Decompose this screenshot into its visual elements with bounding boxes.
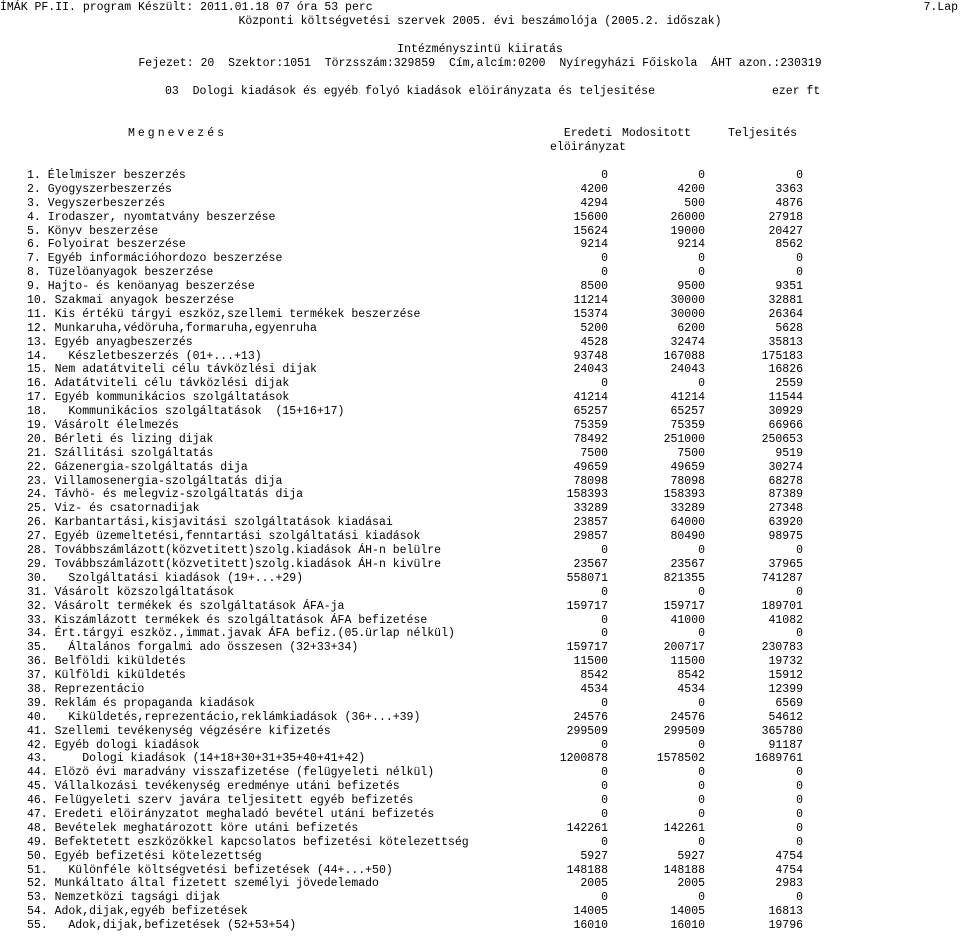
row-label: 46. Felügyeleti szerv javára teljesitett egyéb befizetés (27, 794, 414, 808)
row-actual-value: 32881 (768, 294, 803, 308)
row-modified-value: 2005 (677, 877, 705, 891)
row-label: 33. Kiszámlázott termékek és szolgáltatások ÁFA befizetése (27, 613, 428, 627)
row-original-value: 15374 (573, 307, 608, 321)
row-original-value: 0 (601, 252, 608, 266)
row-actual-value: 4754 (775, 849, 803, 863)
row-modified-value: 0 (698, 544, 705, 558)
row-label: 8. Tüzelöanyagok beszerzése (27, 266, 214, 280)
row-original-value: 93748 (573, 349, 608, 363)
row-original-value: 5200 (580, 321, 608, 335)
row-modified-value: 0 (698, 266, 705, 280)
row-actual-value: 0 (796, 252, 803, 266)
table-row (0, 572, 960, 586)
row-actual-value: 20427 (768, 224, 803, 238)
row-modified-value: 142261 (663, 821, 705, 835)
row-modified-value: 64000 (670, 516, 705, 530)
row-actual-value: 3363 (775, 182, 803, 196)
row-modified-value: 32474 (670, 335, 705, 349)
row-actual-value: 19796 (768, 919, 803, 933)
table-row (0, 419, 960, 433)
row-actual-value: 0 (796, 821, 803, 835)
row-actual-value: 27348 (768, 502, 803, 516)
row-original-value: 5927 (580, 849, 608, 863)
row-actual-value: 9351 (775, 280, 803, 294)
row-modified-value: 26000 (670, 210, 705, 224)
row-original-value: 0 (601, 585, 608, 599)
row-modified-value: 41000 (670, 613, 705, 627)
table-row (0, 447, 960, 461)
table-row (0, 683, 960, 697)
row-label: 25. Viz- és csatornadijak (27, 502, 200, 516)
table-row (0, 780, 960, 794)
row-original-value: 159717 (566, 599, 608, 613)
row-actual-value: 30929 (768, 405, 803, 419)
row-label: 11. Kis értékü tárgyi eszköz,szellemi termékek beszerzése (27, 307, 421, 321)
row-actual-value: 16826 (768, 363, 803, 377)
table-row (0, 891, 960, 905)
table-row (0, 919, 960, 933)
row-original-value: 11214 (573, 294, 608, 308)
row-modified-value: 23567 (670, 557, 705, 571)
row-original-value: 0 (601, 766, 608, 780)
row-label: 2. Gyogyszerbeszerzés (27, 182, 172, 196)
row-original-value: 49659 (573, 460, 608, 474)
row-actual-value: 12399 (768, 682, 803, 696)
row-modified-value: 14005 (670, 905, 705, 919)
table-row (0, 433, 960, 447)
row-original-value: 9214 (580, 238, 608, 252)
column-header (0, 127, 960, 155)
report-top-line (0, 1, 960, 15)
row-label: 27. Egyéb üzemeltetési,fenntartási szolgáltatási kiadások (27, 530, 421, 544)
row-label: 26. Karbantartási,kisjavitási szolgáltatások kiadásai (27, 516, 393, 530)
row-modified-value: 0 (698, 585, 705, 599)
row-original-value: 1200878 (559, 752, 608, 766)
row-actual-value: 0 (796, 807, 803, 821)
row-actual-value: 66966 (768, 419, 803, 433)
row-label: 19. Vásárolt élelmezés (27, 419, 179, 433)
row-modified-value: 4534 (677, 682, 705, 696)
row-modified-value: 5927 (677, 849, 705, 863)
table-row (0, 197, 960, 211)
table-row (0, 794, 960, 808)
row-modified-value: 33289 (670, 502, 705, 516)
row-label: 10. Szakmai anyagok beszerzése (27, 294, 235, 308)
row-original-value: 142261 (566, 821, 608, 835)
table-row (0, 488, 960, 502)
row-actual-value: 68278 (768, 474, 803, 488)
row-label: 28. Továbbszámlázott(közvetitett)szolg.kiadások ÁH-n belülre (27, 544, 442, 558)
row-actual-value: 15912 (768, 669, 803, 683)
row-original-value: 0 (601, 780, 608, 794)
row-label: 18. Kommunikácios szolgáltatások (15+16+17) (27, 405, 345, 419)
row-label: 45. Vállalkozási tevékenység eredménye utáni befizetés (27, 780, 400, 794)
table-row (0, 516, 960, 530)
row-actual-value: 16813 (768, 905, 803, 919)
row-actual-value: 2559 (775, 377, 803, 391)
table-body (0, 169, 960, 933)
row-label: 47. Eredeti elöirányzatot meghaladó bevétel utáni befizetés (27, 807, 435, 821)
table-row (0, 405, 960, 419)
row-modified-value: 0 (698, 377, 705, 391)
row-original-value: 65257 (573, 405, 608, 419)
row-actual-value: 0 (796, 585, 803, 599)
row-label: 35. Általános forgalmi ado összesen (32+33+34) (27, 641, 359, 655)
row-actual-value: 63920 (768, 516, 803, 530)
row-label: 38. Reprezentácio (27, 682, 145, 696)
table-row (0, 266, 960, 280)
row-label: 39. Reklám és propaganda kiadások (27, 696, 255, 710)
row-actual-value: 0 (796, 627, 803, 641)
table-row (0, 308, 960, 322)
row-actual-value: 6569 (775, 696, 803, 710)
row-modified-value: 41214 (670, 391, 705, 405)
table-row (0, 905, 960, 919)
row-original-value: 78098 (573, 474, 608, 488)
row-original-value: 0 (601, 891, 608, 905)
row-modified-value: 80490 (670, 530, 705, 544)
row-modified-value: 1578502 (656, 752, 705, 766)
row-label: 44. Elözö évi maradvány visszafizetése (felügyeleti nélkül) (27, 766, 435, 780)
table-row (0, 336, 960, 350)
row-modified-value: 299509 (663, 724, 705, 738)
row-modified-value: 500 (684, 196, 705, 210)
row-original-value: 8542 (580, 669, 608, 683)
table-title-line (0, 85, 960, 99)
table-row (0, 225, 960, 239)
table-row (0, 697, 960, 711)
row-actual-value: 19732 (768, 655, 803, 669)
row-original-value: 11500 (573, 655, 608, 669)
row-modified-value: 0 (698, 794, 705, 808)
row-actual-value: 30274 (768, 460, 803, 474)
table-row (0, 864, 960, 878)
row-actual-value: 9519 (775, 446, 803, 460)
table-row (0, 850, 960, 864)
row-original-value: 4294 (580, 196, 608, 210)
table-row (0, 544, 960, 558)
row-modified-value: 30000 (670, 307, 705, 321)
row-modified-value: 0 (698, 627, 705, 641)
row-modified-value: 9214 (677, 238, 705, 252)
row-actual-value: 365780 (761, 724, 803, 738)
row-label: 15. Nem adatátviteli célu távközlési dijak (27, 363, 317, 377)
table-row (0, 377, 960, 391)
row-label: 6. Folyoirat beszerzése (27, 238, 186, 252)
row-modified-value: 0 (698, 252, 705, 266)
row-original-value: 78492 (573, 432, 608, 446)
row-modified-value: 0 (698, 891, 705, 905)
row-label: 23. Villamosenergia-szolgáltatás dija (27, 474, 283, 488)
column-header-actual: Teljesités (728, 127, 798, 140)
row-original-value: 0 (601, 169, 608, 182)
report-title: Központi költségvetési szervek 2005. évi beszámolója (2005.2. időszak) (238, 15, 722, 28)
row-modified-value: 6200 (677, 321, 705, 335)
row-modified-value: 0 (698, 766, 705, 780)
row-actual-value: 91187 (768, 738, 803, 752)
row-label: 9. Hajto- és kenöanyag beszerzése (27, 280, 255, 294)
row-label: 4. Irodaszer, nyomtatvány beszerzése (27, 210, 276, 224)
row-actual-value: 189701 (761, 599, 803, 613)
row-actual-value: 8562 (775, 238, 803, 252)
table-row (0, 280, 960, 294)
table-row (0, 558, 960, 572)
table-title: 03 Dologi kiadások és egyéb folyó kiadások elöirányzata és teljesitése (165, 85, 655, 98)
row-actual-value: 0 (796, 780, 803, 794)
row-modified-value: 11500 (670, 655, 705, 669)
row-modified-value: 200717 (663, 641, 705, 655)
table-row (0, 711, 960, 725)
row-label: 41. Szellemi tevékenység végzésére kifizetés (27, 724, 331, 738)
table-row (0, 252, 960, 266)
row-original-value: 0 (601, 377, 608, 391)
table-row (0, 350, 960, 364)
row-modified-value: 30000 (670, 294, 705, 308)
row-modified-value: 821355 (663, 571, 705, 585)
row-label: 1. Élelmiszer beszerzés (27, 169, 186, 182)
table-row (0, 739, 960, 753)
row-modified-value: 65257 (670, 405, 705, 419)
row-original-value: 4534 (580, 682, 608, 696)
row-original-value: 75359 (573, 419, 608, 433)
row-actual-value: 87389 (768, 488, 803, 502)
row-label: 22. Gázenergia-szolgáltatás dija (27, 460, 248, 474)
row-original-value: 2005 (580, 877, 608, 891)
row-label: 3. Vegyszerbeszerzés (27, 196, 166, 210)
row-label: 36. Belföldi kiküldetés (27, 655, 186, 669)
row-original-value: 0 (601, 738, 608, 752)
row-modified-value: 9500 (677, 280, 705, 294)
row-modified-value: 159717 (663, 599, 705, 613)
row-original-value: 23567 (573, 557, 608, 571)
row-original-value: 0 (601, 266, 608, 280)
row-actual-value: 4754 (775, 863, 803, 877)
row-original-value: 15600 (573, 210, 608, 224)
table-row (0, 752, 960, 766)
table-row (0, 836, 960, 850)
table-row (0, 641, 960, 655)
table-row (0, 600, 960, 614)
column-header-modified: Modositott (622, 127, 692, 140)
row-actual-value: 35813 (768, 335, 803, 349)
row-modified-value: 19000 (670, 224, 705, 238)
row-label: 21. Szállitási szolgáltatás (27, 446, 214, 460)
table-row (0, 586, 960, 600)
table-row (0, 391, 960, 405)
row-modified-value: 0 (698, 807, 705, 821)
row-original-value: 0 (601, 613, 608, 627)
row-actual-value: 0 (796, 544, 803, 558)
row-label: 53. Nemzetközi tagsági dijak (27, 891, 221, 905)
row-actual-value: 11544 (768, 391, 803, 405)
table-row (0, 822, 960, 836)
table-row (0, 766, 960, 780)
row-actual-value: 250653 (761, 432, 803, 446)
row-original-value: 16010 (573, 919, 608, 933)
row-label: 48. Bevételek meghatározott köre utáni befizetés (27, 821, 359, 835)
row-label: 20. Bérleti és lizing dijak (27, 432, 214, 446)
row-modified-value: 167088 (663, 349, 705, 363)
row-actual-value: 0 (796, 169, 803, 182)
table-row (0, 169, 960, 183)
row-label: 55. Adok,dijak,befizetések (52+53+54) (27, 919, 297, 933)
column-header-original (543, 127, 633, 155)
row-actual-value: 4876 (775, 196, 803, 210)
row-label: 49. Befektetett eszközökkel kapcsolatos befizetési kötelezettség (27, 835, 469, 849)
row-original-value: 148188 (566, 863, 608, 877)
row-label: 30. Szolgáltatási kiadások (19+...+29) (27, 571, 304, 585)
table-row (0, 614, 960, 628)
table-row (0, 530, 960, 544)
row-original-value: 0 (601, 794, 608, 808)
row-label: 13. Egyéb anyagbeszerzés (27, 335, 193, 349)
row-label: 7. Egyéb információhordozo beszerzése (27, 252, 283, 266)
row-modified-value: 4200 (677, 182, 705, 196)
row-modified-value: 75359 (670, 419, 705, 433)
row-label: 12. Munkaruha,védöruha,formaruha,egyenruha (27, 321, 317, 335)
row-modified-value: 49659 (670, 460, 705, 474)
row-label: 54. Adok,dijak,egyéb befizetések (27, 905, 248, 919)
row-actual-value: 0 (796, 891, 803, 905)
row-label: 16. Adatátviteli célu távközlési dijak (27, 377, 290, 391)
row-original-value: 0 (601, 544, 608, 558)
row-actual-value: 41082 (768, 613, 803, 627)
row-original-value: 158393 (566, 488, 608, 502)
row-actual-value: 741287 (761, 571, 803, 585)
row-actual-value: 27918 (768, 210, 803, 224)
row-actual-value: 98975 (768, 530, 803, 544)
column-header-name: Megnevezés (128, 127, 228, 140)
institution-info: Fejezet: 20 Szektor:1051 Törzsszám:329859 Cím,alcím:0200 Nyíregyházi Főiskola ÁHT azon.:230319 (138, 57, 822, 70)
row-modified-value: 0 (698, 738, 705, 752)
table-row (0, 669, 960, 683)
row-label: 32. Vásárolt termékek és szolgáltatások ÁFA-ja (27, 599, 345, 613)
row-original-value: 33289 (573, 502, 608, 516)
row-modified-value: 8542 (677, 669, 705, 683)
row-label: 51. Különféle költségvetési befizetések (44+...+50) (27, 863, 393, 877)
row-original-value: 0 (601, 807, 608, 821)
table-row (0, 211, 960, 225)
row-original-value: 24576 (573, 710, 608, 724)
row-modified-value: 0 (698, 696, 705, 710)
table-row (0, 183, 960, 197)
table-row (0, 238, 960, 252)
row-modified-value: 0 (698, 835, 705, 849)
unit-label: ezer ft (772, 85, 821, 98)
row-actual-value: 26364 (768, 307, 803, 321)
row-actual-value: 0 (796, 266, 803, 280)
row-original-value: 24043 (573, 363, 608, 377)
row-actual-value: 5628 (775, 321, 803, 335)
column-header-original-line1: Eredeti (563, 127, 613, 140)
row-modified-value: 0 (698, 780, 705, 794)
row-modified-value: 16010 (670, 919, 705, 933)
table-row (0, 627, 960, 641)
row-original-value: 29857 (573, 530, 608, 544)
program-info: İMÁK PF.II. program Készült: 2011.01.18 07 óra 53 perc (0, 1, 373, 14)
row-label: 42. Egyéb dologi kiadások (27, 738, 200, 752)
row-modified-value: 24576 (670, 710, 705, 724)
row-original-value: 558071 (566, 571, 608, 585)
table-row (0, 461, 960, 475)
table-row (0, 294, 960, 308)
row-original-value: 0 (601, 627, 608, 641)
row-original-value: 23857 (573, 516, 608, 530)
table-row (0, 475, 960, 489)
row-actual-value: 0 (796, 835, 803, 849)
row-actual-value: 230783 (761, 641, 803, 655)
row-modified-value: 0 (698, 169, 705, 182)
row-actual-value: 0 (796, 766, 803, 780)
row-label: 40. Kiküldetés,reprezentácio,reklámkiadások (36+...+39) (27, 710, 421, 724)
row-label: 37. Külföldi kiküldetés (27, 669, 186, 683)
row-label: 14. Készletbeszerzés (01+...+13) (27, 349, 262, 363)
row-label: 50. Egyéb befizetési kötelezettség (27, 849, 262, 863)
page-number: 7.Lap (923, 1, 958, 14)
table-row (0, 655, 960, 669)
row-modified-value: 7500 (677, 446, 705, 460)
row-original-value: 4528 (580, 335, 608, 349)
row-label: 34. Ért.tárgyi eszköz.,immat.javak ÁFA befiz.(05.ürlap nélkül) (27, 627, 455, 641)
row-modified-value: 148188 (663, 863, 705, 877)
row-original-value: 0 (601, 835, 608, 849)
row-actual-value: 175183 (761, 349, 803, 363)
row-original-value: 159717 (566, 641, 608, 655)
row-modified-value: 158393 (663, 488, 705, 502)
row-label: 24. Távhö- és melegviz-szolgáltatás dija (27, 488, 304, 502)
row-actual-value: 54612 (768, 710, 803, 724)
row-modified-value: 24043 (670, 363, 705, 377)
row-label: 17. Egyéb kommunikácios szolgáltatások (27, 391, 290, 405)
row-label: 43. Dologi kiadások (14+18+30+31+35+40+41+42) (27, 752, 366, 766)
table-row (0, 725, 960, 739)
row-label: 31. Vásárolt közszolgáltatások (27, 585, 235, 599)
table-row (0, 502, 960, 516)
table-row (0, 322, 960, 336)
row-actual-value: 37965 (768, 557, 803, 571)
report-subtitle: Intézményszintü kiiratás (397, 43, 563, 56)
row-label: 29. Továbbszámlázott(közvetitett)szolg.kiadások ÁH-n kivülre (27, 557, 442, 571)
row-original-value: 0 (601, 696, 608, 710)
row-modified-value: 78098 (670, 474, 705, 488)
row-label: 52. Munkáltato által fizetett személyi jövedelemado (27, 877, 379, 891)
row-actual-value: 0 (796, 794, 803, 808)
row-actual-value: 2983 (775, 877, 803, 891)
row-original-value: 7500 (580, 446, 608, 460)
row-original-value: 299509 (566, 724, 608, 738)
row-original-value: 15624 (573, 224, 608, 238)
table-row (0, 877, 960, 891)
column-header-original-line2: elöirányzat (550, 141, 626, 154)
row-actual-value: 1689761 (754, 752, 803, 766)
row-original-value: 8500 (580, 280, 608, 294)
table-row (0, 808, 960, 822)
row-modified-value: 251000 (663, 432, 705, 446)
row-original-value: 41214 (573, 391, 608, 405)
row-original-value: 4200 (580, 182, 608, 196)
row-label: 5. Könyv beszerzése (27, 224, 159, 238)
row-original-value: 14005 (573, 905, 608, 919)
table-row (0, 363, 960, 377)
